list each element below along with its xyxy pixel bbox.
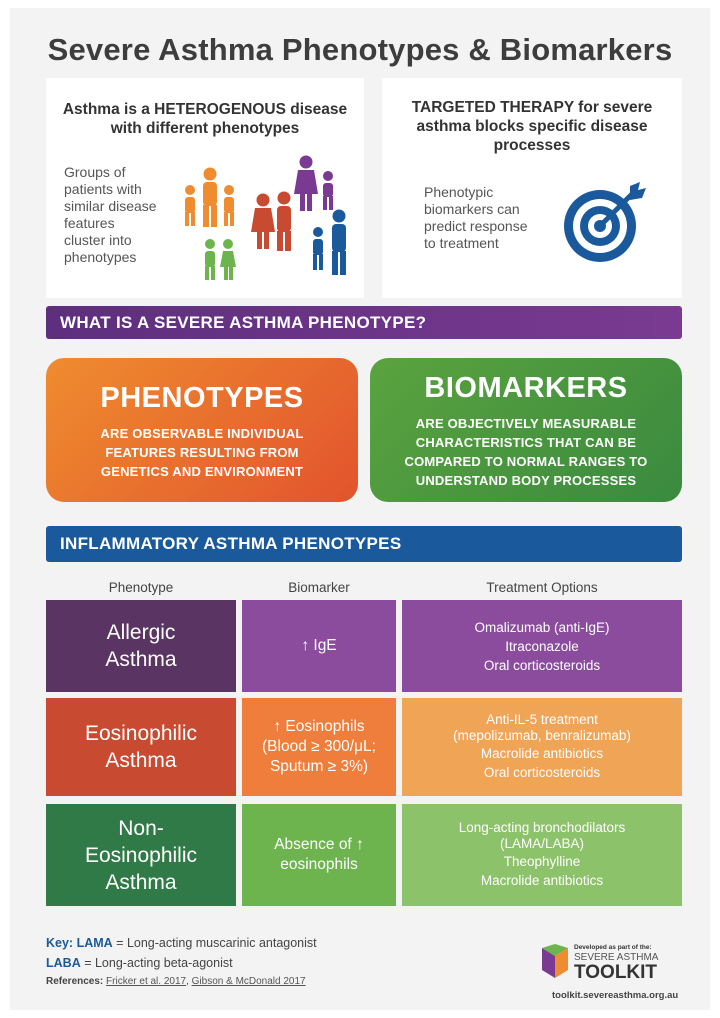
reference-link-fricker[interactable]: Fricker et al. 2017 [106,976,187,987]
column-header-treatment: Treatment Options [486,580,598,595]
severe-asthma-toolkit-logo [540,940,690,1010]
phenotypes-definition-box [46,358,358,502]
treatment-cell-eosinophilic: Anti-IL-5 treatment (mepolizumab, benralizumab) Macrolide antibiotics Oral corticosteroids [402,698,682,796]
page-title: Severe Asthma Phenotypes & Biomarkers [47,32,673,67]
heterogenous-card [46,78,364,298]
targeted-therapy-card [382,78,682,298]
developed-as-part-text: Developed as part of the: [574,944,652,951]
column-header-phenotype: Phenotype [108,580,174,595]
toolkit-name-line-1: SEVERE ASTHMA [574,952,659,963]
phenotypes-definition: ARE OBSERVABLE INDIVIDUAL FEATURES RESULTING FROM GENETICS AND ENVIRONMENT [100,426,304,479]
phenotype-cell-allergic: Allergic Asthma [46,600,236,692]
toolkit-url[interactable]: toolkit.severeasthma.org.au [552,990,679,1001]
heterogenous-heading-1: Asthma is a HETEROGENOUS disease [62,101,348,118]
biomarkers-definition: ARE OBJECTIVELY MEASURABLE CHARACTERISTICS THAT CAN BE COMPARED TO NORMAL RANGES TO UNDERSTAND BODY PROCESSES [404,416,648,488]
biomarkers-predict-text: Phenotypic biomarkers can predict response to treatment [424,184,528,251]
targeted-therapy-heading: TARGETED THERAPY for severe asthma blocks specific disease processes [411,99,653,154]
treatment-cell-non-eosinophilic: Long-acting bronchodilators (LAMA/LABA) Theophylline Macrolide antibiotics [402,804,682,906]
target-icon [560,176,650,266]
phenotypes-title: PHENOTYPES [100,382,304,414]
infographic-poster [10,8,710,1010]
inflammatory-phenotypes-banner: INFLAMMATORY ASTHMA PHENOTYPES [46,526,682,562]
biomarkers-definition-box [370,358,682,502]
key-lama: Key: LAMA = Long-acting muscarinic antagonist [46,936,317,950]
phenotype-cell-eosinophilic: Eosinophilic Asthma [46,698,236,796]
phenotype-groups-text: Groups of patients with similar disease features cluster into phenotypes [64,164,157,265]
biomarkers-title: BIOMARKERS [424,372,628,404]
treatment-cell-allergic: Omalizumab (anti-IgE) Itraconazole Oral corticosteroids [402,600,682,692]
biomarker-cell-allergic: ↑ IgE [242,600,396,692]
toolkit-name-line-2: TOOLKIT [574,962,658,983]
key-laba: LABA = Long-acting beta-agonist [46,956,233,970]
reference-link-gibson[interactable]: Gibson & McDonald 2017 [191,976,306,987]
what-is-phenotype-banner: WHAT IS A SEVERE ASTHMA PHENOTYPE? [46,306,682,339]
phenotype-cell-non-eosinophilic: Non- Eosinophilic Asthma [46,804,236,906]
biomarker-cell-non-eosinophilic: Absence of ↑ eosinophils [242,804,396,906]
toolkit-logo-icon [540,944,570,980]
heterogenous-heading-2: with different phenotypes [110,120,300,137]
biomarker-cell-eosinophilic: ↑ Eosinophils (Blood ≥ 300/μL; Sputum ≥ 3%) [242,698,396,796]
references: References: Fricker et al. 2017, Gibson & McDonald 2017 [46,976,306,987]
family-groups-icon [176,150,361,290]
column-header-biomarker: Biomarker [288,580,350,595]
